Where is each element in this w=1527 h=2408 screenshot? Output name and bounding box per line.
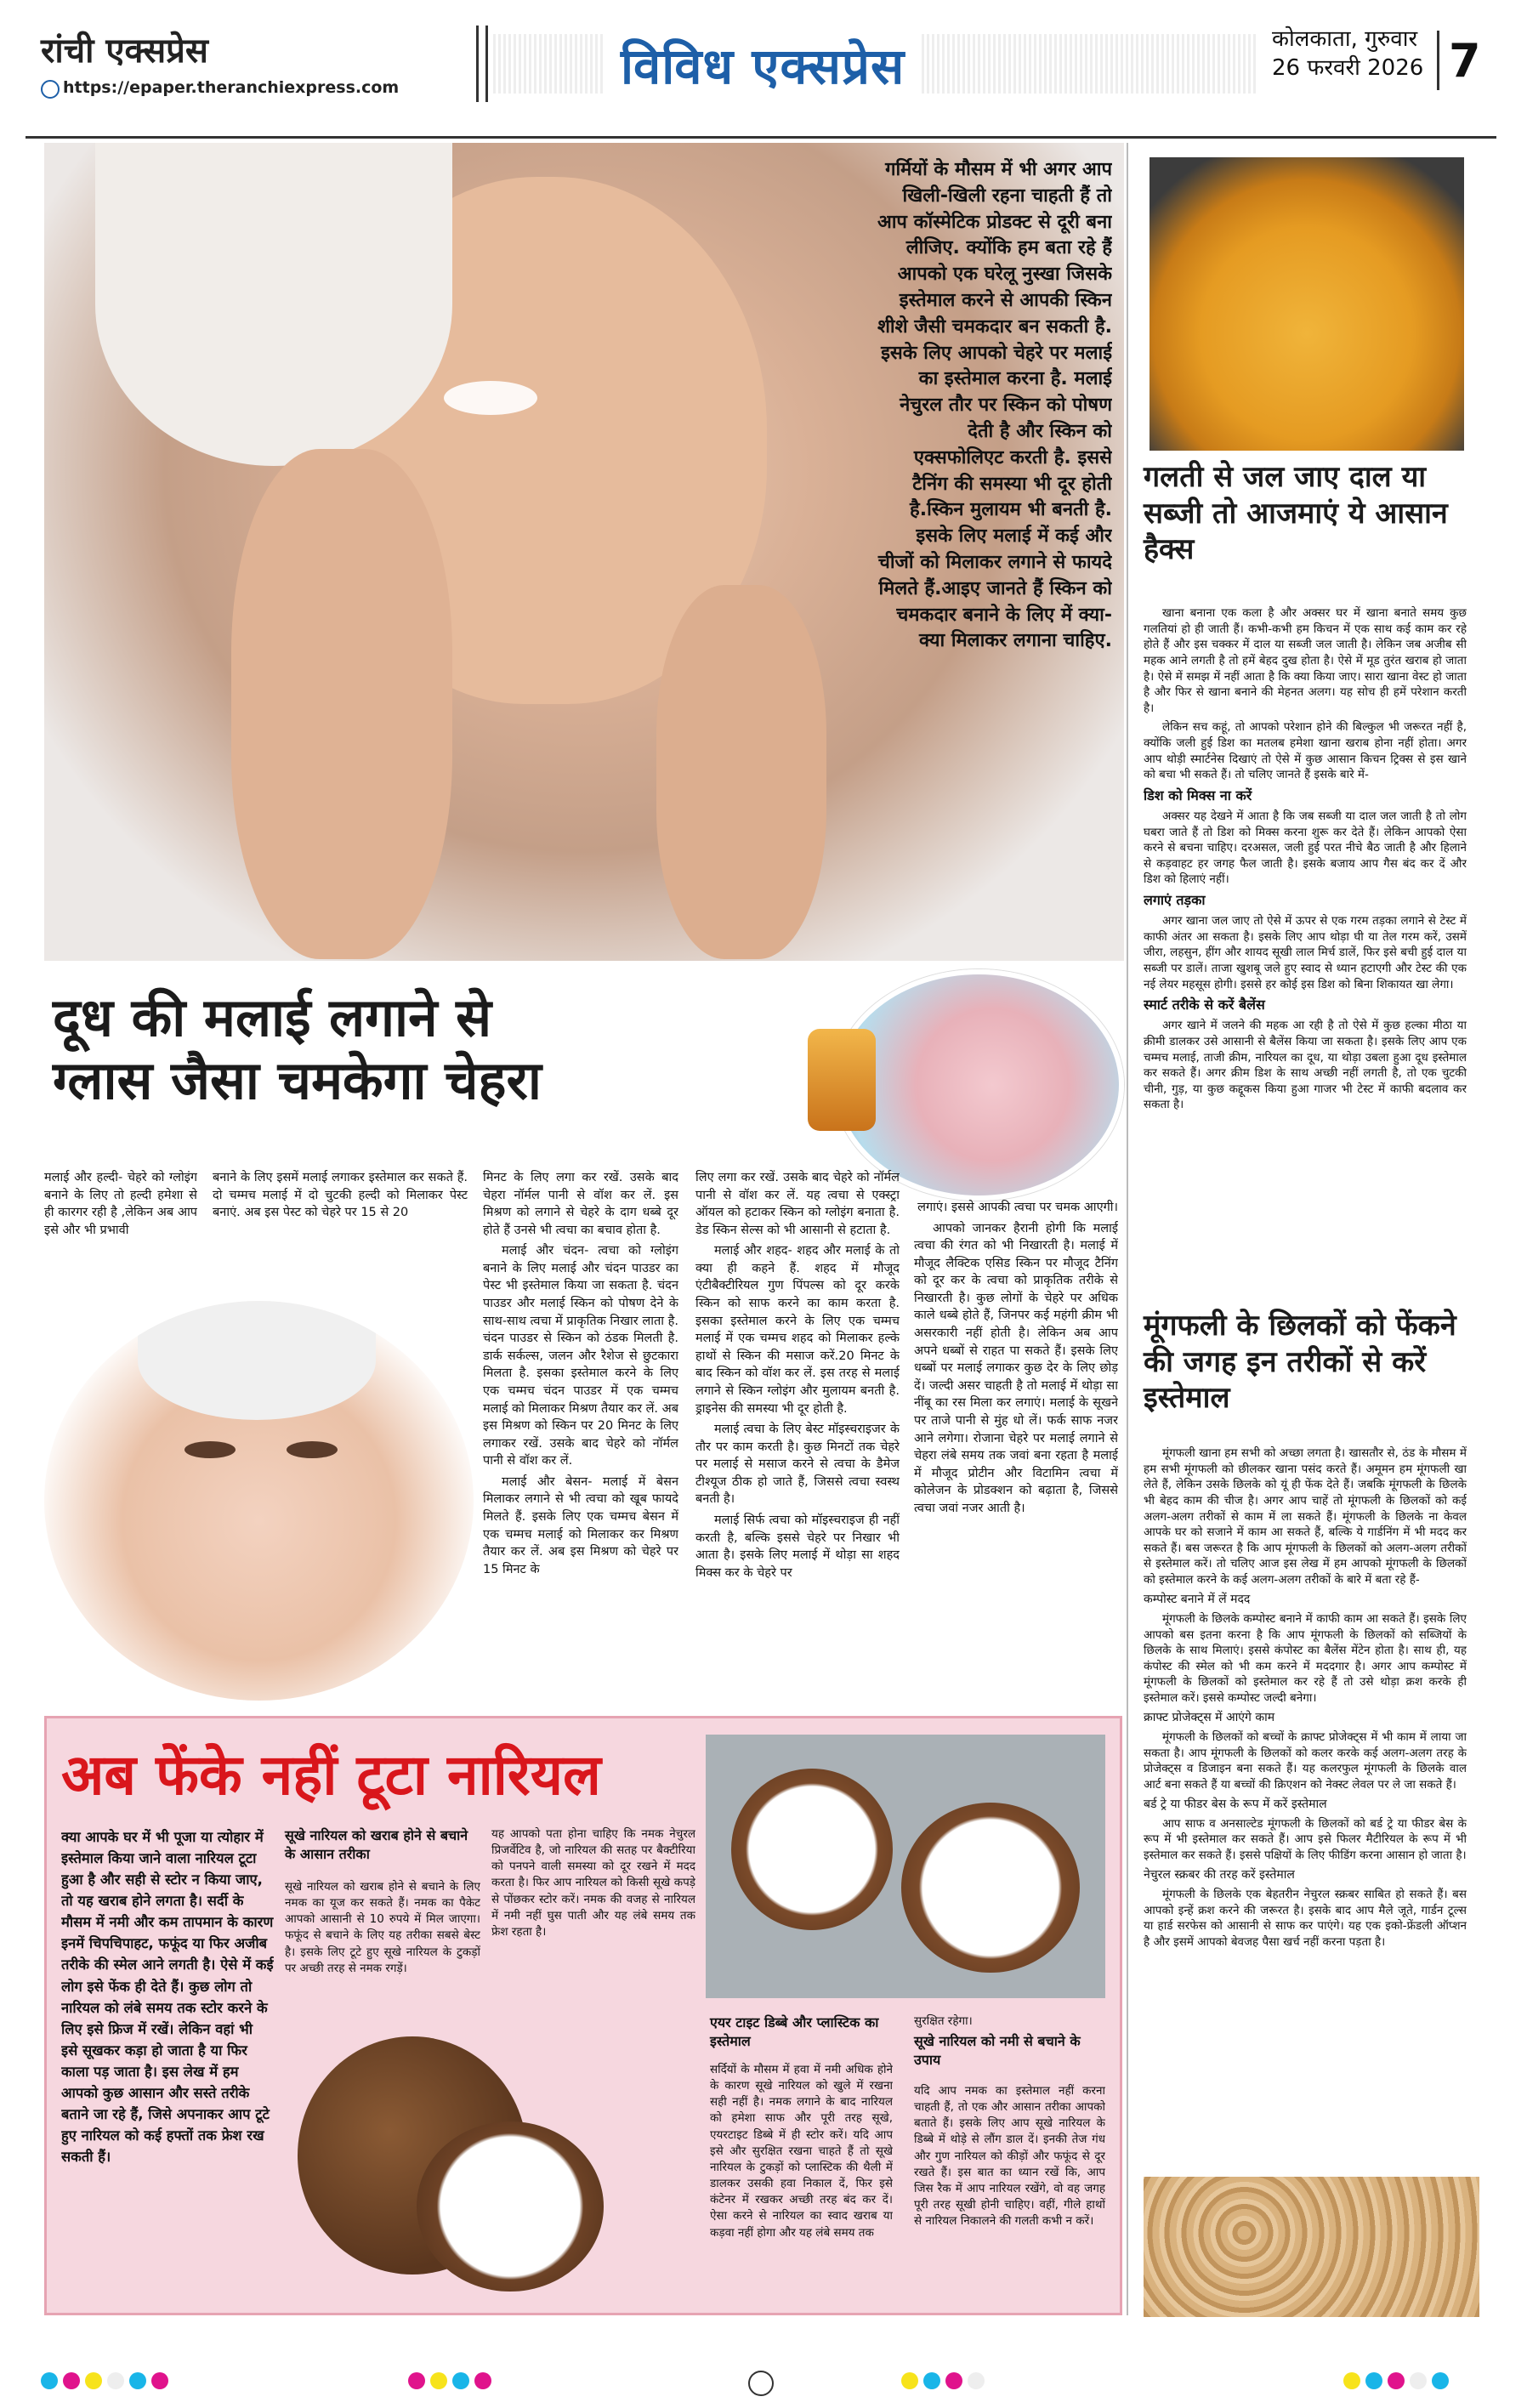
peanut-headline: मूंगफली के छिलकों को फेंकने की जगह इन तरीकों से करें इस्तेमाल: [1144, 1309, 1456, 1415]
page-number: 7: [1449, 34, 1481, 88]
header-date: कोलकाता, गुरुवार 26 फरवरी 2026: [1272, 26, 1424, 81]
coconut-intro: क्या आपके घर में भी पूजा या त्योहार में इस्तेमाल किया जाने वाला नारियल टूटा हुआ है और सही से स्टोर न किया जाए, तो यह खराब होने लगता है। सर्दी के मौसम में नमी और कम तापमान के कारण इनमें चिपचिपाहट, फफूंद या फिर अजीब तरीके की स्मेल आने लगती है। ऐसे में कई लोग इसे फेंक ही देते हैं। कुछ लोग तो नारियल को लंबे समय तक स्टोर करने के लिए इसे फ्रिज में रखें। लेकिन वहां भी इसे सूखकर कड़ा हो जाता है या फिर काला पड़ जाता है। इस लेख में हम आपको कुछ आसान और सस्ते तरीके बताने जा रहे हैं, जिसे अपनाकर आप टूटे हुए नारियल को कई हफ्तों तक फ्रेश रख सकती हैं।: [61, 1829, 274, 2166]
coconut-sub-2: एयर टाइट डिब्बे और प्लास्टिक का इस्तेमाल: [710, 2014, 879, 2050]
color-registration-right: [1343, 2372, 1454, 2393]
coconut-sub-1: सूखे नारियल को खराब होने से बचाने के आसान तरीका: [285, 1827, 468, 1863]
dal-bowl-image: [1150, 157, 1464, 451]
coconut-headline: अब फेंके नहीं टूटा नारियल: [61, 1741, 601, 1808]
coconut-sub-3: सूखे नारियल को नमी से बचाने के उपाय: [914, 2033, 1081, 2069]
coconut-col-3: यह आपको पता होना चाहिए कि नमक नेचुरल प्रिजर्वेटिव है, जो नारियल की सतह पर बैक्टीरिया को पनपने वाली समस्या को दूर रखने में मदद करता है। फिर आप नारियल को किसी सूखे कपड़े से पोंछकर स्टोर करें। नमक की वजह से नारियल में नमी नहीं घुस पाती और यह लंबे समय तक फ्रेश रहता है।: [491, 1827, 695, 1939]
main-headline: दूध की मलाई लगाने से ग्लास जैसा चमकेगा चेहरा: [53, 986, 542, 1112]
main-intro-text: गर्मियों के मौसम में भी अगर आप खिली-खिली रहना चाहती हैं तो आप कॉस्मेटिक प्रोडक्ट से दूरी बना लीजिए. क्योंकि हम बता रहे हैं आपको एक घरेलू नुस्खा जिसके इस्तेमाल करने से आपकी स्किन शीशे जैसी चमकदार बन सकती है. इसके लिए आपको चेहरे पर मलाई का इस्तेमाल करना है. मलाई नेचुरल तौर पर स्किन को पोषण देती है और स्किन को एक्सफोलिएट करती है. इससे टैनिंग की समस्या भी दूर होती है.स्किन मुलायम भी बनती है. इसके लिए मलाई में कई और चीजों को मिलाकर लगाने से फायदे मिलते हैं.आइए जानते हैं स्किन को चमकदार बनाने के लिए में क्या-क्या मिलाकर लगाना चाहिए.: [877, 159, 1112, 652]
under-eye-cream-image: [44, 1301, 474, 1701]
face-mask-circle-image: [833, 969, 1124, 1201]
color-registration-mid-right: [901, 2372, 990, 2393]
coconut-col-5a: सुरक्षित रहेगा।: [914, 2014, 973, 2028]
coconut-col-5: यदि आप नमक का इस्तेमाल नहीं करना चाहती हैं, तो एक और आसान तरीका आपको बताते हैं। इसके लिए आप सूखे नारियल के डिब्बे में थोड़े से लौंग डाल दें। इनकी तेज गंध और गुण नारियल को कीड़ों और फफूंद से दूर रखते हैं। इस बात का ध्यान रखें कि, आप जिस रैक में आप नारियल रखेंगे, वो वह जगह पूरी तरह सूखी होनी चाहिए। वहीं, गीले हाथों से नारियल निकालने की गलती कभी न करें।: [914, 2084, 1105, 2229]
main-col-4: लिए लगा कर रखें. उसके बाद चेहरे को नॉर्मल पानी से वॉश कर लें. यह त्वचा से एक्स्ट्रा ऑयल को हटाकर स्किन को ग्लोइंग बनाता है. डेड स्किन सेल्स को भी आसानी से हटाता है. मलाई और शहद- शहद और मलाई के तो क्या ही कहने हैं. शहद में मौजूद एंटीबैक्टीरियल गुण पिंपल्स को दूर करके स्किन को साफ करने का काम करता है. इसका इस्तेमाल करने के लिए एक चम्मच मलाई में एक चम्मच शहद को मिलाकर हल्के हाथों से स्किन की मसाज करें.20 मिनट के बाद स्किन को वॉश कर लें. इस तरह से मलाई लगाने से स्किन ग्लोइंग और मुलायम बनती है. ड्राइनेस की समस्या भी दूर होती है. मलाई त्वचा के लिए बेस्ट मॉइस्चराइजर के तौर पर काम करती है। कुछ मिनटों तक चेहरे पर मलाई से मसाज करने से त्वचा के डैमेज टीश्यूज ठीक हो जाते हैं, जिससे त्वचा स्वस्थ बनती है। मलाई सिर्फ त्वचा को मॉइस्चराइज ही नहीं करती है, बल्कि इससे चेहरे पर निखार भी आता है। इसके लिए मलाई में थोड़ा सा शहद मिक्स कर के चेहरे पर: [695, 1171, 900, 1580]
header-divider-right: [1437, 31, 1439, 90]
peanut-shells-image: [1144, 2177, 1479, 2317]
honey-jar-image: [808, 1029, 876, 1131]
coconut-halves-image: [706, 1735, 1105, 1998]
dal-headline: गलती से जल जाए दाल या सब्जी तो आजमाएं ये आसान हैक्स: [1144, 460, 1448, 566]
main-col-3: मिनट के लिए लगा कर रखें. उसके बाद चेहरा नॉर्मल पानी से वॉश कर लें. इस मिश्रण को लगाने से चेहरे के दाग धब्बे दूर होते हैं उनसे भी त्वचा का बचाव होता है. मलाई और चंदन- त्वचा को ग्लोइंग बनाने के लिए मलाई और चंदन पाउडर का पेस्ट भी इस्तेमाल किया जा सकता है. चंदन पाउडर और मलाई स्किन को पोषण देने के साथ-साथ त्वचा में प्राकृतिक निखार लाता है. चंदन पाउडर से स्किन को ठंडक मिलती है. डार्क सर्कल्स, जलन और रैशेज से छुटकारा मिलता है. इसका इस्तेमाल करने के लिए एक चम्मच चंदन पाउडर में एक चम्मच मलाई को मिलाकर मिश्रण तैयार कर लें. अब इस मिश्रण को स्किन पर 20 मिनट के लिए लगाकर रखें. उसके बाद चेहरे को नॉर्मल पानी से वॉश कर लें. मलाई और बेसन- मलाई में बेसन मिलाकर लगाने से भी त्वचा को खूब फायदे मिलते हैं. इसके लिए एक चम्मच बेसन में एक चम्मच मलाई को मिलाकर कर मिश्रण तैयार कर लें. अब इस मिश्रण को चेहरे पर 15 मिनट के: [483, 1171, 678, 1576]
color-registration-left: [41, 2372, 173, 2393]
header-rule: [26, 136, 1496, 139]
main-col-1: मलाई और हल्दी- चेहरे को ग्लोइंग बनाने के लिए तो हल्दी हमेशा से ही कारगर रही है ,लेकिन अब आप इसे और भी प्रभावी: [44, 1171, 197, 1237]
header-divider-left: [476, 26, 488, 102]
color-registration-mid-left: [408, 2372, 497, 2393]
masthead-logo: रांची एक्सप्रेस: [41, 31, 208, 71]
main-col-5: लगाएं। इससे आपकी त्वचा पर चमक आएगी। आपको जानकर हैरानी होगी कि मलाई त्वचा की रंगत को भी निखारती है। मलाई में मौजूद लैक्टिक एसिड स्किन पर मौजूद टैनिंग को दूर कर के त्वचा को प्राकृतिक तरीके से निखारती है। कुछ लोगों के चेहरे पर अधिक काले धब्बे होते हैं, जिनपर कई महंगी क्रीम भी असरकारी नहीं होती है। लेकिन अब आप अपने धब्बों से राहत पा सकते हैं। इसके लिए धब्बों पर मलाई लगाकर कुछ देर के लिए छोड़ दें। जल्दी असर चाहती है तो मलाई में थोड़ा सा नींबू का रस मिला कर लगाएं। मलाई के सूखने पर ताजे पानी से मुंह धो लें। फर्क साफ नजर आने लगेगा। रोजाना चेहरे पर मलाई लगाने से चेहरा लंबे समय तक जवां बना रहता है मलाई में मौजूद प्रोटीन और विटामिन त्वचा में कोलेजन के प्रोडक्शन को बढ़ाता है, जिससे त्वचा जवां नजर आती है।: [914, 1201, 1118, 1515]
main-col-2: बनाने के लिए इसमें मलाई लगाकर इस्तेमाल कर सकते हैं. दो चम्मच मलाई में दो चुटकी हल्दी को मिलाकर पेस्ट बनाएं. अब इस पेस्ट को चेहरे पर 15 से 20: [213, 1171, 468, 1220]
coconut-col-4: सर्दियों के मौसम में हवा में नमी अधिक होने के कारण सूखे नारियल को खुले में रखना सही नहीं है। नमक लगाने के बाद नारियल को हमेशा साफ और पूरी तरह सूखे, एयरटाइट डिब्बे में ही स्टोर करें। यदि आप इसे और सुरक्षित रखना चाहते हैं तो सूखे नारियल के टुकड़ों को प्लास्टिक की थैली में डालकर उसकी हवा निकाल दें, फिर इसे कंटेनर में रखकर अच्छी तरह बंद कर दें। ऐसा करने से नारियल का स्वाद खराब या कड़वा नहीं होगा और यह लंबे समय तक: [710, 2063, 893, 2240]
registration-mark-icon: [748, 2371, 774, 2396]
section-title: विविध एक्सप्रेस: [604, 31, 922, 98]
broken-coconut-image: [281, 2002, 697, 2304]
right-column-divider: [1127, 143, 1128, 2315]
coconut-col-2: सूखे नारियल को खराब होने से बचाने के लिए नमक का यूज कर सकते हैं। नमक का पैकेट आपको आसानी से 10 रुपये में मिल जाएगा। फफूंद से बचाने के लिए यह तरीका सबसे बेस्ट है। इसके लिए टूटे हुए सूखे नारियल के टुकड़ों पर अच्छी तरह से नमक रगड़ें।: [285, 1880, 480, 1975]
dal-article: खाना बनाना एक कला है और अक्सर घर में खाना बनाते समय कुछ गलतियां हो ही जाती हैं। कभी-कभी हम किचन में एक साथ कई काम कर रहे होते हैं और इस चक्कर में दाल या सब्जी जल जाती है। लेकिन जब अजीब सी महक आने लगती है तो हमें बेहद दुख होता है। ऐसे में मूड तुरंत खराब हो जाता है। ऐसे में समझ में नहीं आता है कि क्या किया जाए। सारा खाना वेस्ट हो जाता है और फिर से खाना बनाने की मेहनत अलग। यह सोच ही हमें परेशान करती है। लेकिन सच कहूं, तो आपको परेशान होने की बिल्कुल भी जरूरत नहीं है, क्योंकि जली हुई डिश का मतलब हमेशा खाना खराब होना नहीं होता। अगर आप थोड़ी स्मार्टनेस दिखाएं तो ऐसे में कुछ आसान किचन ट्रिक्स से इस खाने को बचा भी सकते हैं। तो चलिए जानते हैं इसके बारे में- डिश को मिक्स ना करें अक्सर यह देखने में आता है कि जब सब्जी या दाल जल जाती है तो लोग घबरा जाते हैं तो डिश को मिक्स करना शुरू कर देते हैं। लेकिन आपको ऐसा करने से बचना चाहिए। दरअसल, जली हुई परत नीचे बैठ जाती है और हिलाने से कड़वाहट हर जगह फैल जाती है। इसके बजाय आप गैस बंद कर दें और डिश को हिलाएं नहीं। लगाएं तड़का अगर खाना जल जाए तो ऐसे में ऊपर से एक गरम तड़का लगाने से टेस्ट में काफी अंतर आ सकता है। इसके लिए आप थोड़ा घी या तेल गरम करें, उसमें जीरा, लहसुन, हींग और शायद सूखी लाल मिर्च डालें, फिर इसे बची हुई दाल या सब्जी पर डालें। ताजा खुशबू जले हुए स्वाद से ध्यान हटाएगी और टेस्ट की एक नई लेयर महसूस होगी। इससे हर कोई इस डिश को बिना शिकायत खा लेगा। स्मार्ट तरीके से करें बैलेंस अगर खाने में जलने की महक आ रही है तो ऐसे में कुछ हल्का मीठा या क्रीमी डालकर उसे आसानी से बैलेंस किया जा सकता है। इसके लिए आप एक चम्मच मलाई, ताजी क्रीम, नारियल का दूध, या थोड़ा उबला हुआ दूध इस्तेमाल कर सकते हैं। अगर क्रीम डिश के साथ अच्छी नहीं लगती है, तो एक चुटकी चीनी, गुड़, या कुछ कद्दूकस किया हुआ गाजर भी टेस्ट में काफी बदलाव कर सकता है।: [1144, 606, 1467, 1112]
peanut-article: मूंगफली खाना हम सभी को अच्छा लगता है। खासतौर से, ठंड के मौसम में हम सभी मूंगफली को छीलकर खाना पसंद करते हैं। अमूमन हम मूंगफली खा लेते हैं, लेकिन उसके छिलके को यूं ही फेंक देते हैं। जबकि मूंगफली के छिलके भी बेहद काम की चीज है। अगर आप चाहें तो मूंगफली के छिलकों को कई अलग-अलग तरीकों से काम में ला सकते हैं। मूंगफली के छिलके ना केवल आपके घर को सजाने में काम आ सकते हैं, बल्कि ये गार्डनिंग में भी मदद कर सकते हैं। बस जरूरत है कि आप मूंगफली के छिलकों को अलग-अलग तरीकों से इस्तेमाल करें। तो चलिए आज इस लेख में हम आपको मूंगफली के छिलकों को इस्तेमाल करने के कई अलग-अलग तरीकों के बारे में बता रहे हैं- कम्पोस्ट बनाने में लें मदद मूंगफली के छिलके कम्पोस्ट बनाने में काफी काम आ सकते हैं। इसके लिए आपको बस इतना करना है कि आप मूंगफली के छिलकों को सब्जियों के छिलके के साथ मिलाएं। इससे कंपोस्ट का बैलेंस मेंटेन होता है। साथ ही, यह कंपोस्ट की स्मेल को भी कम करने में मददगार है। अगर आप कम्पोस्ट में मूंगफली के छिलकों को इस्तेमाल कर रहे हैं तो उसे थोड़ा क्रश करके ही इस्तेमाल करें। इससे कम्पोस्ट जल्दी बनेगा। क्राफ्ट प्रोजेक्ट्स में आएंगे काम मूंगफली के छिलकों को बच्चों के क्राफ्ट प्रोजेक्ट्स में भी काम में लाया जा सकता है। आप मूंगफली के छिलकों को कलर करके कई अलग-अलग तरह के प्रोजेक्ट्स व डिजाइन बना सकते हैं। यह कलरफुल मूंगफली के छिलके वाल आर्ट बना सकते हैं या बच्चों की क्रिएशन को नेक्स्ट लेवल पर ले जा सकते हैं। बर्ड ट्रे या फीडर बेस के रूप में करें इस्तेमाल आप साफ व अनसाल्टेड मूंगफली के छिलकों को बर्ड ट्रे या फीडर बेस के रूप में भी इस्तेमाल कर सकते हैं। आप इसे फिलर मैटीरियल के रूप में भी इस्तेमाल कर सकते हैं। इससे पक्षियों के लिए फीडिंग करना आसान हो जाता है। नेचुरल स्क्रबर की तरह करें इस्तेमाल मूंगफली के छिलके एक बेहतरीन नेचुरल स्क्रबर साबित हो सकते हैं। बस आपको इन्हें क्रश करने की जरूरत है। इसके बाद आप मैले जूते, गार्डन टूल्स या हार्ड सरफेस को आसानी से साफ कर पाएंगे। यह एक इको-फ्रेंडली ऑप्शन है और इसमें आपको बेवजह पैसा खर्च नहीं करना पड़ता है।: [1144, 1446, 1467, 1949]
globe-icon: [41, 80, 60, 99]
epaper-url[interactable]: https://epaper.theranchiexpress.com: [63, 78, 400, 97]
